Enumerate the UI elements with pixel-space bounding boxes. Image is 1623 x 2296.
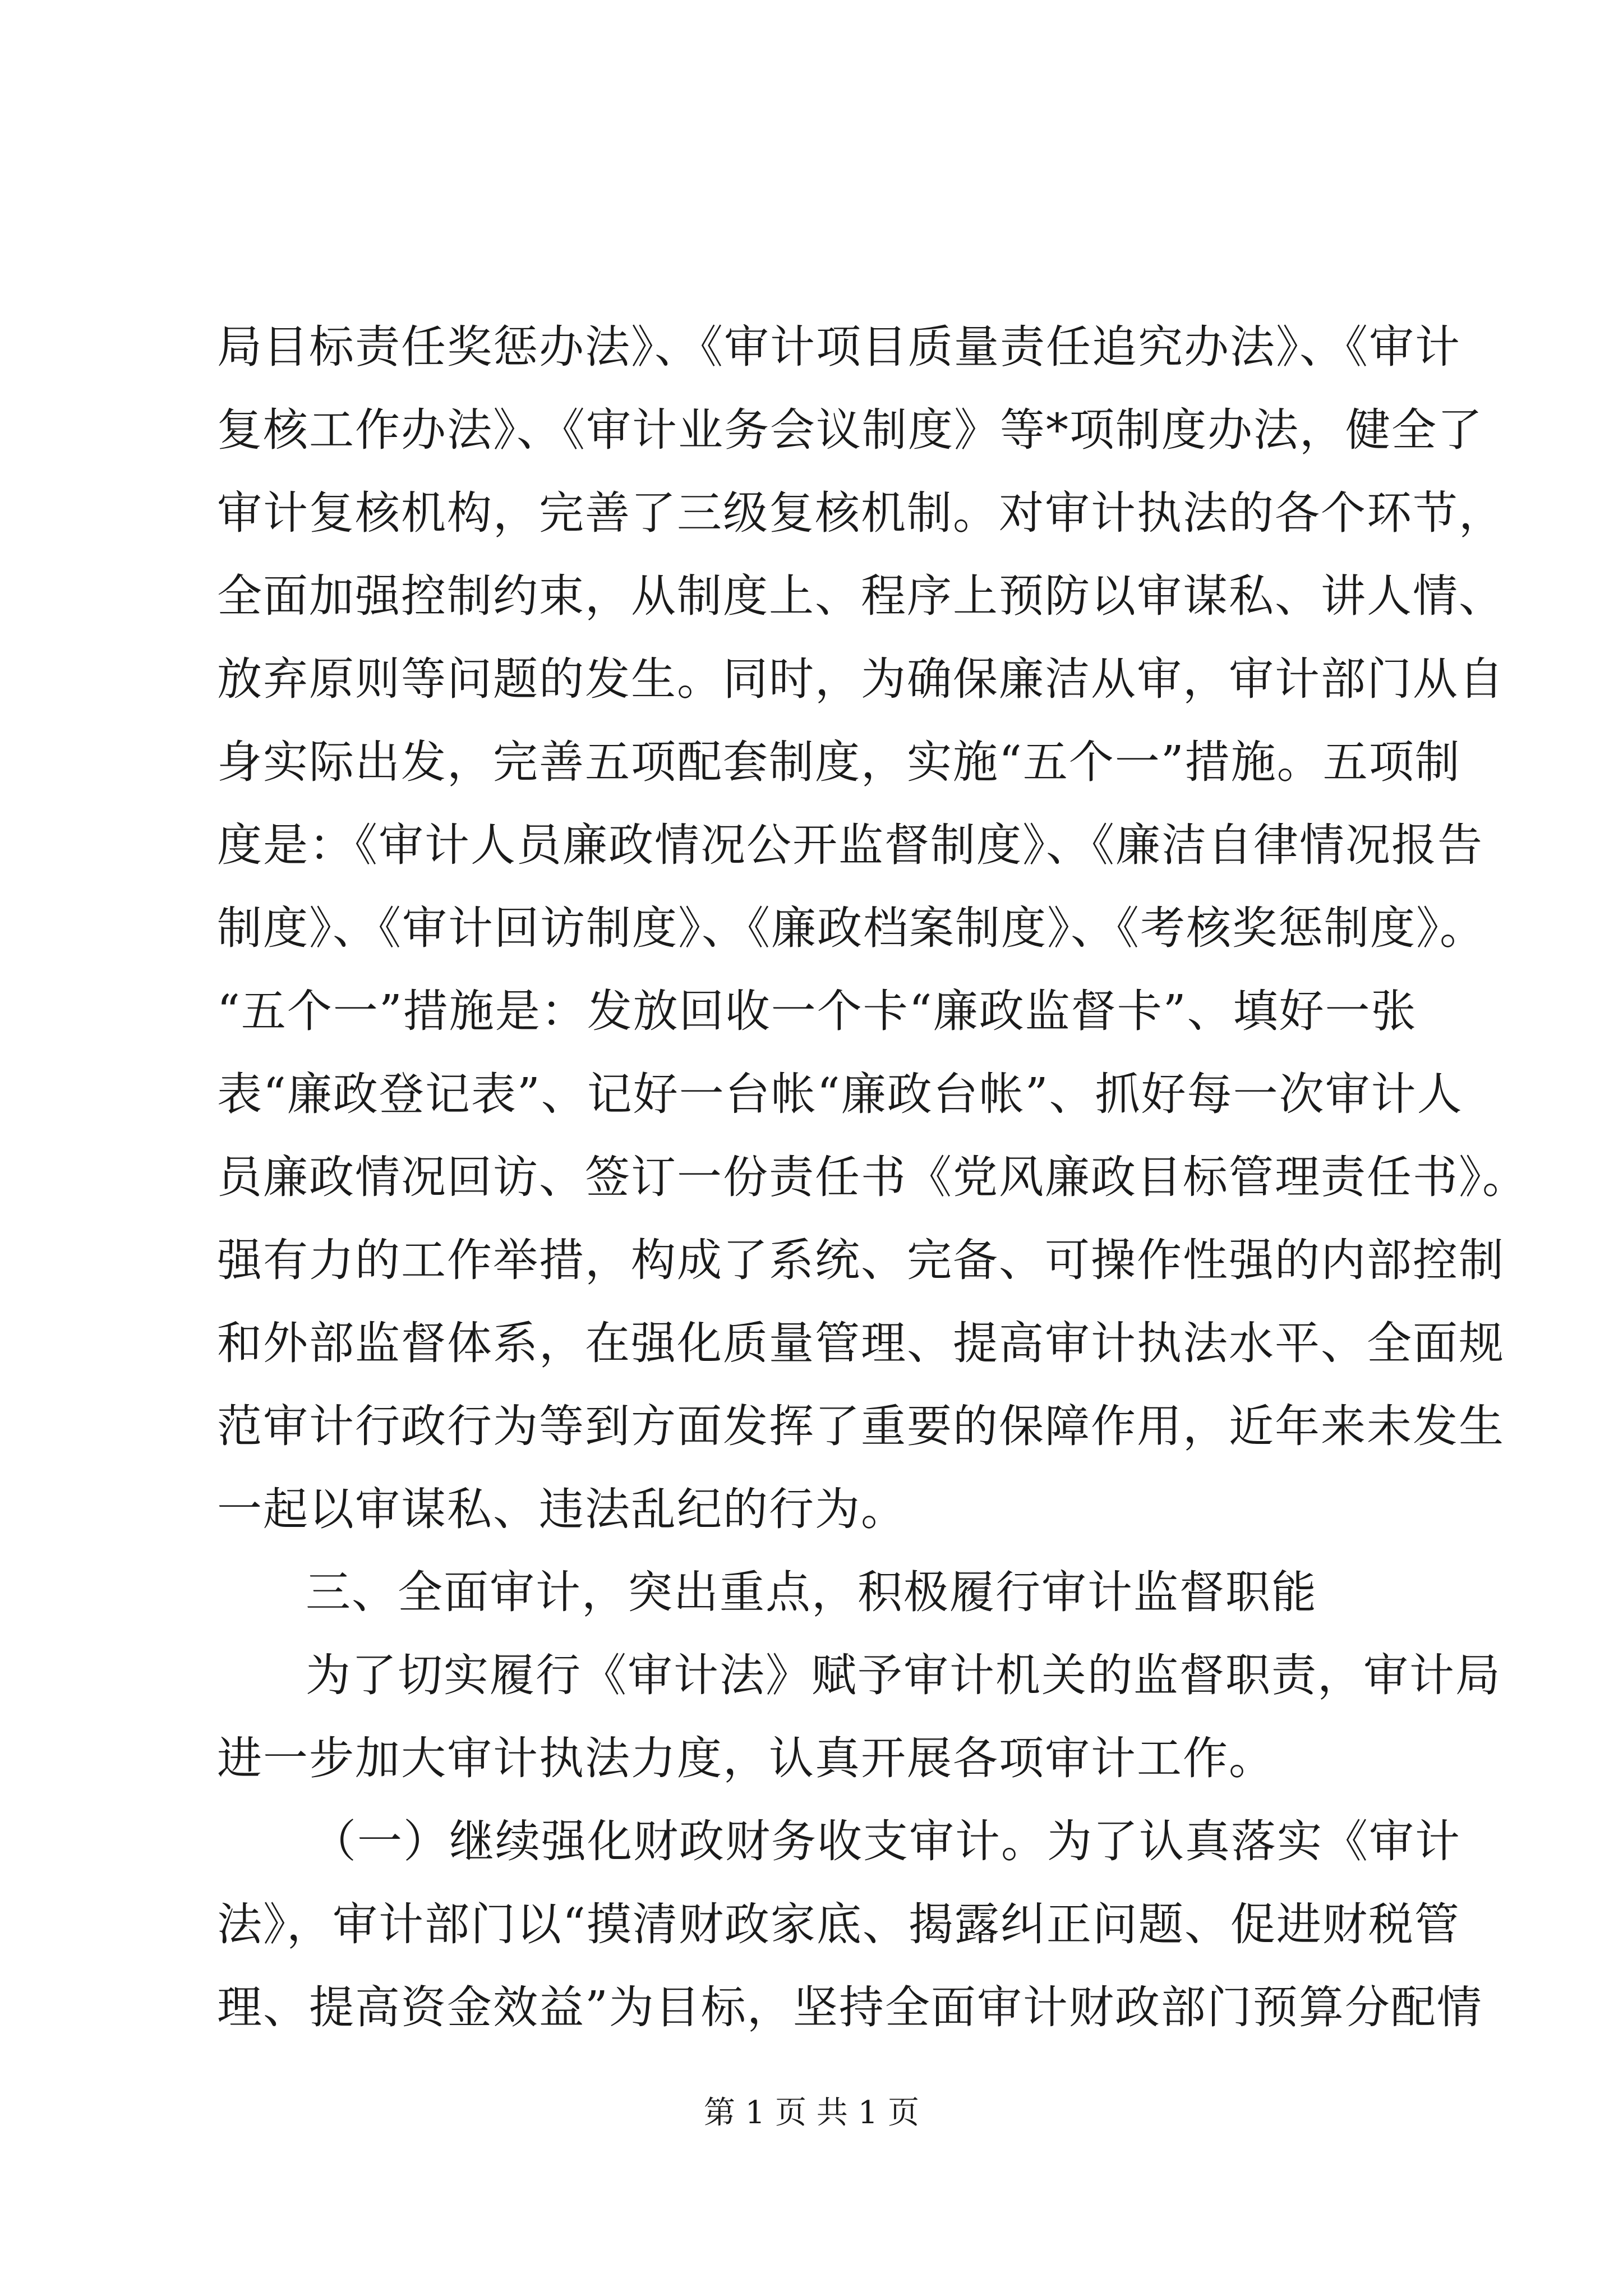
- text-line: 理、提高资金效益”为目标，坚持全面审计财政部门预算分配情: [217, 1981, 1483, 2033]
- text-line: 局目标责任奖惩办法》、《审计项目质量责任追究办法》、《审计: [217, 321, 1461, 373]
- text-line: 范审计行政行为等到方面发挥了重要的保障作用，近年来未发生: [217, 1400, 1505, 1452]
- text-line: 法》，审计部门以“摸清财政家底、揭露纠正问题、促进财税管: [217, 1898, 1460, 1950]
- text-line: 进一步加大审计执法力度，认真开展各项审计工作。: [217, 1732, 1275, 1784]
- subsection-line: （一）继续强化财政财务收支审计。为了认真落实《审计: [311, 1815, 1461, 1867]
- text-line: 员廉政情况回访、签订一份责任书《党风廉政目标管理责任书》。: [217, 1151, 1528, 1203]
- text-line: 身实际出发，完善五项配套制度，实施“五个一”措施。五项制: [217, 736, 1461, 788]
- text-line: 表“廉政登记表”、记好一台帐“廉政台帐”、抓好每一次审计人: [217, 1068, 1463, 1120]
- text-line: 和外部监督体系，在强化质量管理、提高审计执法水平、全面规: [217, 1317, 1505, 1369]
- text-line: 为了切实履行《审计法》赋予审计机关的监督职责，审计局: [306, 1649, 1501, 1701]
- text-line: 复核工作办法》、《审计业务会议制度》等*项制度办法，健全了: [217, 404, 1483, 456]
- section-heading: 三、全面审计，突出重点，积极履行审计监督职能: [306, 1566, 1317, 1618]
- text-line: 制度》、《审计回访制度》、《廉政档案制度》、《考核奖惩制度》。: [217, 902, 1486, 954]
- text-line: 放弃原则等问题的发生。同时，为确保廉洁从审，审计部门从自: [217, 653, 1505, 705]
- text-line: “五个一”措施是：发放回收一个卡“廉政监督卡”、填好一张: [217, 985, 1417, 1037]
- text-line: 全面加强控制约束，从制度上、程序上预防以审谋私、讲人情、: [217, 570, 1505, 622]
- document-body: [217, 306, 1528, 2049]
- page-footer: 第 1 页 共 1 页: [703, 2095, 920, 2131]
- text-line: 度是：《审计人员廉政情况公开监督制度》、《廉洁自律情况报告: [217, 819, 1483, 871]
- text-line: 强有力的工作举措，构成了系统、完备、可操作性强的内部控制: [217, 1234, 1505, 1286]
- text-line: 一起以审谋私、违法乱纪的行为。: [217, 1483, 907, 1535]
- text-line: 审计复核机构，完善了三级复核机制。对审计执法的各个环节，: [217, 487, 1505, 539]
